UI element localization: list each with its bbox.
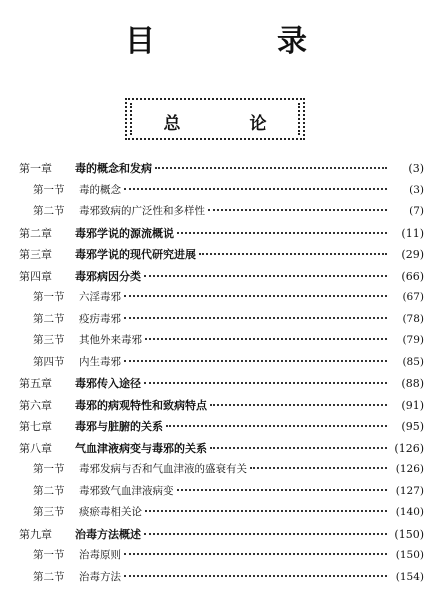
toc-section-row	[19, 354, 424, 376]
toc-page-number: (66)	[401, 269, 424, 283]
dot-leader	[124, 188, 387, 190]
toc-entry-title: 毒邪病因分类	[75, 269, 141, 283]
toc-entry-title: 治毒方法概述	[75, 527, 141, 541]
toc-entry-number: 第五章	[19, 377, 52, 390]
toc-chapter-row	[19, 375, 424, 397]
dot-leader	[210, 404, 387, 406]
toc-page-number: (126)	[395, 463, 424, 475]
toc-section-row	[19, 483, 424, 505]
toc-chapter-row	[19, 225, 424, 247]
dot-leader	[145, 510, 387, 512]
dot-leader	[124, 360, 387, 362]
toc-entry-title: 毒邪致气血津液病变	[79, 484, 174, 497]
toc-entry-number: 第四节	[33, 355, 65, 368]
toc-chapter-row	[19, 268, 424, 290]
section-title: 总 论	[163, 114, 293, 134]
toc-chapter-row	[19, 160, 424, 182]
toc-entry-number: 第三节	[33, 506, 65, 518]
dot-leader	[199, 253, 387, 255]
toc-section-row	[19, 203, 424, 225]
toc-entry-title: 疫疠毒邪	[79, 312, 121, 325]
dot-leader	[144, 275, 387, 277]
dot-leader	[144, 533, 387, 535]
toc-entry-title: 毒邪致病的广泛性和多样性	[79, 205, 205, 217]
page-title: 目 录	[125, 24, 353, 59]
dot-leader	[124, 575, 387, 577]
toc-page-number: (127)	[395, 484, 424, 497]
toc-entry-number: 第二章	[19, 226, 52, 240]
toc-entry-number: 第一节	[33, 291, 65, 303]
table-of-contents	[19, 160, 424, 590]
toc-section-row	[19, 461, 424, 483]
toc-page-number: (88)	[401, 377, 424, 390]
toc-entry-title: 治毒原则	[79, 549, 121, 561]
toc-entry-number: 第二节	[33, 312, 65, 325]
toc-entry-title: 毒邪的病观特性和致病特点	[75, 398, 207, 412]
toc-chapter-row	[19, 526, 424, 548]
toc-entry-title: 毒邪传入途径	[75, 377, 141, 390]
toc-section-row	[19, 504, 424, 526]
dot-leader	[208, 209, 387, 211]
toc-page-number: (67)	[402, 291, 424, 303]
toc-chapter-row	[19, 397, 424, 419]
toc-entry-title: 毒邪学说的现代研究进展	[75, 248, 196, 261]
toc-entry-number: 第七章	[19, 420, 52, 433]
dot-leader	[124, 553, 387, 555]
toc-entry-number: 第二节	[33, 205, 65, 217]
dot-leader	[177, 232, 387, 234]
toc-entry-title: 其他外来毒邪	[79, 334, 142, 346]
toc-page-number: (140)	[395, 506, 424, 518]
toc-entry-title: 毒的概念和发病	[75, 162, 152, 175]
toc-entry-number: 第二节	[33, 570, 65, 583]
toc-chapter-row	[19, 440, 424, 462]
toc-entry-number: 第三章	[19, 248, 52, 261]
toc-page-number: (11)	[401, 226, 424, 240]
toc-entry-number: 第一章	[19, 162, 52, 175]
toc-page-number: (126)	[394, 441, 424, 455]
toc-entry-title: 治毒方法	[79, 570, 121, 583]
dot-leader	[144, 382, 387, 384]
toc-entry-number: 第四章	[19, 269, 52, 283]
toc-page-number: (150)	[395, 549, 424, 561]
toc-entry-title: 气血津液病变与毒邪的关系	[75, 441, 207, 455]
toc-entry-title: 毒的概念	[79, 183, 121, 196]
toc-section-row	[19, 547, 424, 569]
toc-section-row	[19, 311, 424, 333]
dot-leader	[145, 338, 387, 340]
toc-section-row	[19, 182, 424, 204]
toc-entry-title: 毒邪与脏腑的关系	[75, 420, 163, 433]
toc-chapter-row	[19, 418, 424, 440]
dot-leader	[166, 425, 387, 427]
toc-page-number: (78)	[402, 312, 424, 325]
toc-entry-title: 痰瘀毒相关论	[79, 506, 142, 518]
toc-entry-number: 第六章	[19, 398, 52, 412]
dot-leader	[124, 295, 387, 297]
toc-page-number: (7)	[409, 205, 424, 217]
toc-page-number: (91)	[401, 398, 424, 412]
dot-leader	[177, 489, 388, 491]
toc-page-number: (150)	[394, 527, 424, 541]
toc-section-row	[19, 289, 424, 311]
toc-page-number: (3)	[409, 183, 424, 196]
toc-entry-title: 毒邪学说的源流概说	[75, 226, 174, 240]
toc-section-row	[19, 569, 424, 591]
toc-page-number: (85)	[402, 355, 424, 368]
toc-entry-title: 内生毒邪	[79, 355, 121, 368]
toc-entry-number: 第一节	[33, 463, 65, 475]
dot-leader	[210, 447, 387, 449]
toc-chapter-row	[19, 246, 424, 268]
toc-entry-title: 六淫毒邪	[79, 291, 121, 303]
section-title-frame	[125, 98, 305, 140]
dot-leader	[124, 317, 387, 319]
toc-entry-number: 第一节	[33, 549, 65, 561]
toc-page-number: (95)	[401, 420, 424, 433]
toc-page-number: (3)	[408, 162, 424, 175]
toc-section-row	[19, 332, 424, 354]
dot-leader	[250, 467, 387, 469]
dot-leader	[155, 167, 387, 169]
toc-page-number: (154)	[395, 570, 424, 583]
toc-entry-number: 第三节	[33, 334, 65, 346]
toc-page-number: (79)	[402, 334, 424, 346]
toc-entry-number: 第九章	[19, 527, 52, 541]
toc-entry-number: 第八章	[19, 441, 52, 455]
toc-entry-title: 毒邪发病与否和气血津液的盛衰有关	[79, 463, 247, 475]
toc-entry-number: 第二节	[33, 484, 65, 497]
toc-entry-number: 第一节	[33, 183, 65, 196]
toc-page-number: (29)	[401, 248, 424, 261]
